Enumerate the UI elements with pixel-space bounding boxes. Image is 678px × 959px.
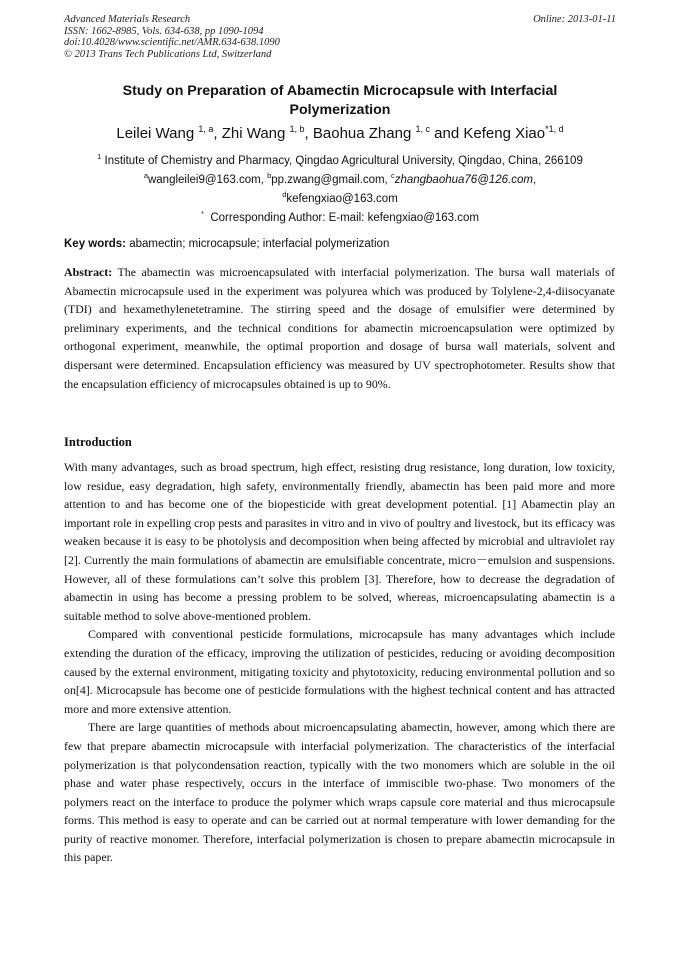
- email-separator: ,: [532, 174, 537, 186]
- paragraph: Compared with conventional pesticide formulations, microcapsule has many advantages which include extending the duration of the efficacy, improving the utilization of pesticides, reducing or avoiding decomposition caused by the external environment, mitigating toxicity and phytotoxicity, reducing environmental pollution and so on[4]. Microcapsule has become one of pesticide formulations with the highest technical content and has attracted more and more extensive attention.: [64, 627, 615, 716]
- author-name: Baohua Zhang: [312, 125, 412, 142]
- online-date: Online: 2013-01-11: [533, 14, 616, 25]
- author-superscript: 1, a: [198, 124, 214, 134]
- abstract-text: The abamectin was microencapsulated with interfacial polymerization. The bursa wall materials of Abamectin microcapsule used in the experiment was polyurea which was produced by Tolylene-2,4-diisocyanate (TDI) and hexamethylenetetramine. The stirring speed and the dosage of emulsifier were determined by preliminary experiments, and the technical conditions for abamectin microencapsulation were optimized by orthogonal experiment, meanwhile, the optimal proportion and dosage of bursa wall materials, solvent and dispersant were determined. Encapsulation efficiency was measured by UV spectrophotometer. Results show that the encapsulation efficiency of microcapsules obtained is up to 90%.: [64, 265, 615, 391]
- paragraph: With many advantages, such as broad spectrum, high effect, resisting drug resistance, long duration, low toxicity, low residue, easy degradation, high safety, environmentally friendly, abamectin has been paid more and more attention to and has become one of the biopesticide with great development potential. [1] Abamectin play an important role in expelling crop pests and parasites in vitro and in vivo of poultry and livestock, but its efficacy was weaken because it is easy to be photolysis and decomposition when being affected by microbial and ultraviolet ray [2]. Currently the main formulations of abamectin are emulsifiable concentrate, micro－emulsion and suspensions. However, all of these formulations can’t solve this problem [3]. Therefore, how to decrease the degradation of abamectin in using has become a pressing problem to be solved, whereas, microencapsulating abamectin is a suitable method to solve above-mentioned problem.: [64, 460, 615, 623]
- institute-text: Institute of Chemistry and Pharmacy, Qingdao Agricultural University, Qingdao, China, 266109: [104, 155, 583, 167]
- email-link[interactable]: wangleilei9@163.com,: [147, 174, 264, 186]
- keywords-label: Key words:: [64, 238, 126, 250]
- paragraph: There are large quantities of methods about microencapsulating abamectin, however, among which there are few that prepare abamectin microcapsule with interfacial polymerization. The characteristics of the interfacial polymerization is that polycondensation reaction, typically with the two monomers which are soluble in the oil phase and water phase respectively, occurs in the interface of immiscible two-phase. Two monomers of the polymers react on the interface to produce the polymer which wraps capsule core material and thus microcapsule forms. This method is easy to operate and can be carried out at normal temperature with lower demanding for the purity of reactive monomer. Therefore, interfacial polymerization is chosen to prepare abamectin microcapsule in this paper.: [64, 720, 615, 865]
- email-link[interactable]: zhangbaohua76@126.com: [394, 174, 533, 186]
- email-superscript: c: [390, 171, 395, 180]
- institute-superscript: 1: [97, 152, 102, 161]
- copyright-line: © 2013 Trans Tech Publications Ltd, Switzerland: [64, 48, 272, 60]
- author-name: Kefeng Xiao: [463, 125, 546, 142]
- author-name: Leilei Wang: [116, 125, 195, 142]
- corresponding-superscript: *: [201, 209, 204, 218]
- author-conjunction: and: [434, 125, 460, 142]
- email-link[interactable]: pp.zwang@gmail.com,: [271, 174, 388, 186]
- author-list: Leilei Wang $^{1, a}$, Zhi Wang $^{1, b}$, Baohua Zhang $^{1, c}$ and Kefeng Xiao$^{*1, d}$: [116, 124, 564, 142]
- email-superscript: d: [282, 190, 287, 199]
- section-heading-introduction: Introduction: [64, 435, 132, 449]
- keywords: [64, 236, 616, 252]
- institute-line: [64, 152, 616, 171]
- email-link[interactable]: kefengxiao@163.com: [286, 193, 398, 205]
- paper-title: [64, 82, 616, 120]
- journal-header: [64, 14, 616, 60]
- corresponding-author-line: [64, 209, 616, 228]
- keywords-text: abamectin; microcapsule; interfacial polymerization: [129, 238, 390, 250]
- abstract-label: Abstract:: [64, 265, 113, 279]
- author-superscript: *1, d: [545, 124, 564, 134]
- title-line-2: Polymerization: [289, 102, 391, 118]
- title-line-1: Study on Preparation of Abamectin Microcapsule with Interfacial: [122, 83, 558, 99]
- author-superscript: 1, b: [289, 124, 305, 134]
- doi-line: doi:10.4028/www.scientific.net/AMR.634-638.1090: [64, 37, 280, 49]
- author-name: Zhi Wang: [221, 125, 286, 142]
- email-superscript: b: [267, 171, 272, 180]
- corresponding-text: Corresponding Author: E-mail: kefengxiao@163.com: [210, 212, 479, 224]
- abstract: [64, 263, 615, 393]
- email-line: [64, 171, 616, 190]
- affiliations: [64, 152, 616, 228]
- introduction-body: [64, 458, 615, 867]
- issn-line: ISSN: 1662-8985, Vols. 634-638, pp 1090-1094: [64, 25, 264, 37]
- author-superscript: 1, c: [415, 124, 430, 134]
- email-line-2: [64, 190, 616, 209]
- journal-name: Advanced Materials Research: [64, 14, 191, 25]
- email-superscript: a: [143, 171, 148, 180]
